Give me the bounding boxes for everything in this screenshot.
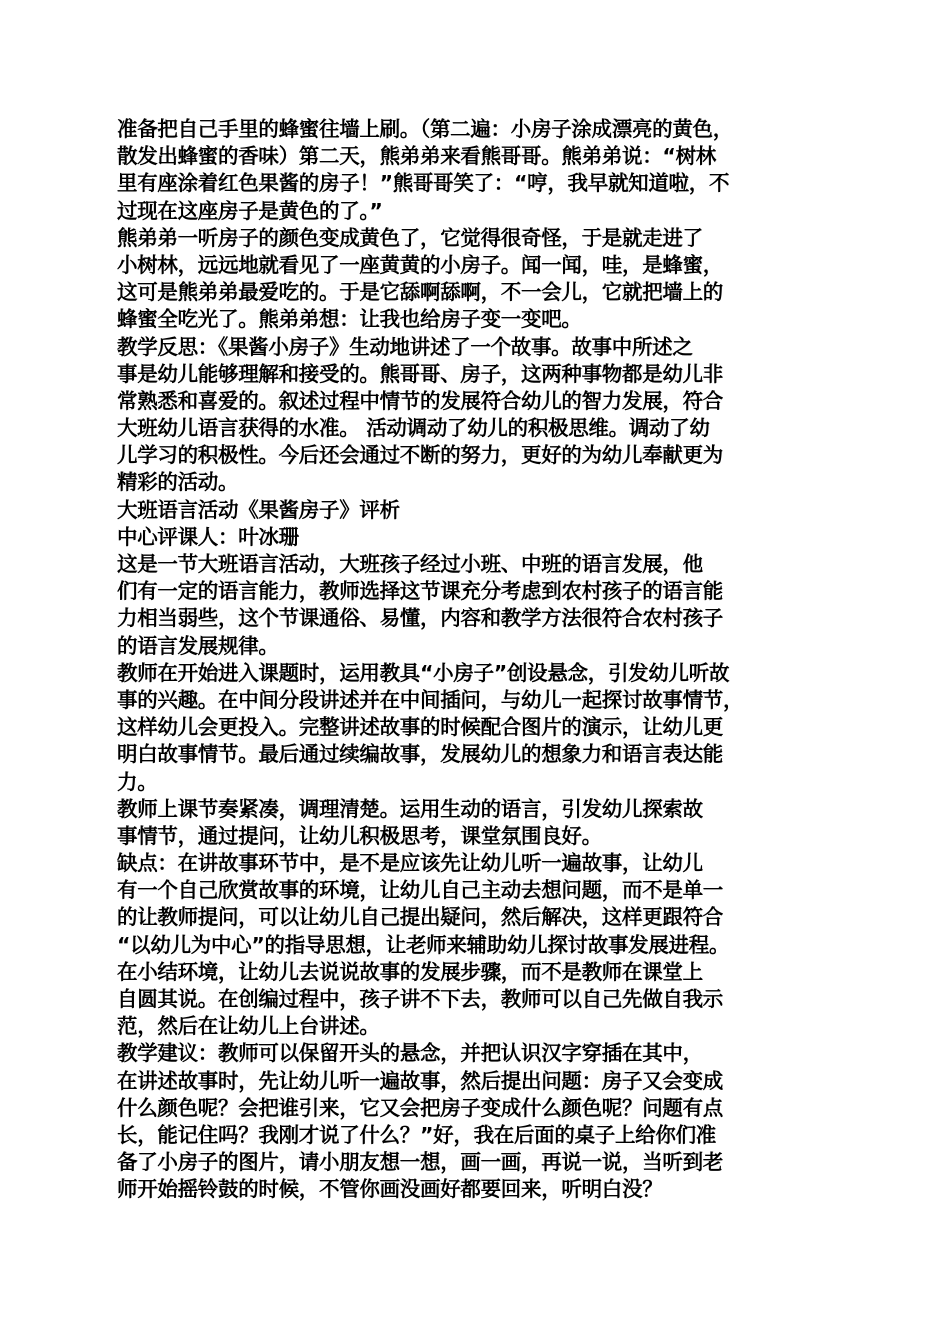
text-line: 教师上课节奏紧凑，调理清楚。运用生动的语言，引发幼儿探索故 xyxy=(117,796,703,821)
text-line: 散发出蜂蜜的香味）第二天，熊弟弟来看熊哥哥。熊弟弟说：“树林 xyxy=(117,144,716,169)
text-line: 范，然后在让幼儿上台讲述。 xyxy=(117,1014,380,1039)
text-line: 师开始摇铃鼓的时候，不管你画没画好都要回来，听明白没？ xyxy=(117,1177,663,1202)
text-line: 小树林，远远地就看见了一座黄黄的小房子。闻一闻，哇，是蜂蜜， xyxy=(117,252,723,277)
text-line: 常熟悉和喜爱的。叙述过程中情节的发展符合幼儿的智力发展，符合 xyxy=(117,388,723,413)
text-line: 教师在开始进入课题时，运用教具“小房子”创设悬念，引发幼儿听故 xyxy=(117,660,730,685)
text-line: 事情节，通过提问，让幼儿积极思考，课堂氛围良好。 xyxy=(117,823,602,848)
text-line: 什么颜色呢？会把谁引来，它又会把房子变成什么颜色呢？问题有点 xyxy=(117,1095,723,1120)
text-line: 熊弟弟一听房子的颜色变成黄色了，它觉得很奇怪，于是就走进了 xyxy=(117,225,703,250)
text-line: 这样幼儿会更投入。完整讲述故事的时候配合图片的演示，让幼儿更 xyxy=(117,715,723,740)
text-line: 明白故事情节。最后通过续编故事，发展幼儿的想象力和语言表达能 xyxy=(117,742,723,767)
text-line: 的语言发展规律。 xyxy=(117,633,279,658)
text-line: 事是幼儿能够理解和接受的。熊哥哥、房子，这两种事物都是幼儿非 xyxy=(117,361,723,386)
text-line: 里有座涂着红色果酱的房子！”熊哥哥笑了：“哼，我早就知道啦，不 xyxy=(117,171,730,196)
reviewer-line: 中心评课人：叶冰珊 xyxy=(117,524,299,549)
text-line: 在小结环境，让幼儿去说说故事的发展步骤，而不是教师在课堂上 xyxy=(117,959,703,984)
text-line: 过现在这座房子是黄色的了。” xyxy=(117,198,383,223)
text-line: 备了小房子的图片，请小朋友想一想，画一画，再说一说，当听到老 xyxy=(117,1150,723,1175)
text-line: 有一个自己欣赏故事的环境，让幼儿自己主动去想问题，而不是单一 xyxy=(117,878,723,903)
text-line: 事的兴趣。在中间分段讲述并在中间插问，与幼儿一起探讨故事情节， xyxy=(117,687,744,712)
section-heading: 大班语言活动《果酱房子》评析 xyxy=(117,497,400,522)
text-line: 力相当弱些，这个节课通俗、易懂，内容和教学方法很符合农村孩子 xyxy=(117,606,723,631)
text-line: “以幼儿为中心”的指导思想，让老师来辅助幼儿探讨故事发展进程。 xyxy=(117,932,730,957)
text-line: 这是一节大班语言活动，大班孩子经过小班、中班的语言发展，他 xyxy=(117,552,703,576)
text-line: 准备把自己手里的蜂蜜往墙上刷。（第二遍：小房子涂成漂亮的黄色， xyxy=(117,117,733,141)
text-line: 们有一定的语言能力，教师选择这节课充分考虑到农村孩子的语言能 xyxy=(117,579,723,604)
text-line: 缺点：在讲故事环节中，是不是应该先让幼儿听一遍故事，让幼儿 xyxy=(117,851,703,876)
text-line: 这可是熊弟弟最爱吃的。于是它舔啊舔啊，不一会儿，它就把墙上的 xyxy=(117,280,723,305)
text-line: 蜂蜜全吃光了。熊弟弟想：让我也给房子变一变吧。 xyxy=(117,307,582,332)
text-line: 精彩的活动。 xyxy=(117,470,239,495)
text-line: 教学建议：教师可以保留开头的悬念，并把认识汉字穿插在其中， xyxy=(117,1041,703,1066)
text-line: 教学反思：《果酱小房子》生动地讲述了一个故事。故事中所述之 xyxy=(117,334,693,359)
text-line: 在讲述故事时，先让幼儿听一遍故事，然后提出问题：房子又会变成 xyxy=(117,1068,723,1093)
text-line: 儿学习的积极性。今后还会通过不断的努力，更好的为幼儿奉献更为 xyxy=(117,443,723,468)
text-line: 的让教师提问，可以让幼儿自己提出疑问，然后解决，这样更跟符合 xyxy=(117,905,723,930)
text-line: 力。 xyxy=(117,769,158,794)
text-line: 自圆其说。在创编过程中，孩子讲不下去，教师可以自己先做自我示 xyxy=(117,987,723,1011)
text-line: 长，能记住吗？我刚才说了什么？”好，我在后面的桌子上给你们准 xyxy=(117,1122,716,1147)
document-body xyxy=(117,116,844,1204)
text-line: 大班幼儿语言获得的水准。 活动调动了幼儿的积极思维。调动了幼 xyxy=(117,416,710,441)
